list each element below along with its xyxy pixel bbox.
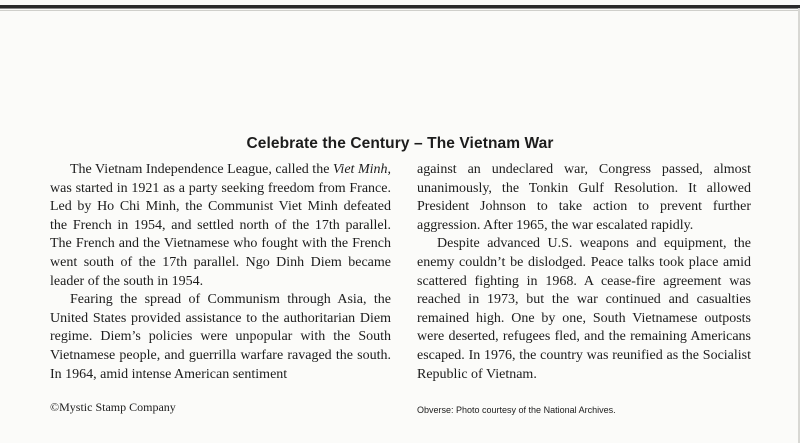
document-title: Celebrate the Century – The Vietnam War [246, 135, 554, 152]
copyright-credit: ©Mystic Stamp Company [50, 400, 176, 414]
left-paragraph-1-start: The Vietnam Independence League, called the [70, 162, 333, 177]
left-paragraph-1 [50, 161, 391, 291]
left-paragraph-2: Fearing the spread of Communism through Asia, the United States provided assistance to the authoritarian Diem regime. Diem’s policies were unpopular with the South Vietnamese people, and guerrilla warfare ravaged the south. In 1964, amid intense American sentiment [50, 292, 391, 382]
left-paragraph-1-end: , was started in 1921 as a party seeking freedom from France. Led by Ho Chi Minh, the Communist Viet Minh defeated the French in 1954, and settled north of the 17th parallel. The French and the Vietnamese who fought with the French went south of the 17th parallel. Ngo Dinh Diem became leader of the south in 1954. [50, 162, 391, 289]
left-text-column [50, 161, 391, 384]
photo-credit: Obverse: Photo courtesy of the National Archives. [417, 405, 616, 415]
top-border-rule [0, 5, 800, 9]
right-text-column [417, 161, 751, 384]
viet-minh-italic: Viet Minh [332, 162, 388, 177]
right-paragraph-2: Despite advanced U.S. weapons and equipment, the enemy couldn’t be dislodged. Peace talks took place amid scattered fighting in 1968. A cease-fire agreement was reached in 1973, but the war continued and casualties remained high. One by one, South Vietnamese outposts were deserted, refugees fled, and the remaining Americans escaped. In 1976, the country was reunified as the Socialist Republic of Vietnam. [417, 236, 751, 382]
top-border-shadow [0, 10, 800, 11]
right-paragraph-1: against an undeclared war, Congress passed, almost unanimously, the Tonkin Gulf Resolution. It allowed President Johnson to take action to prevent further aggression. After 1965, the war escalated rapidly. [417, 162, 751, 233]
